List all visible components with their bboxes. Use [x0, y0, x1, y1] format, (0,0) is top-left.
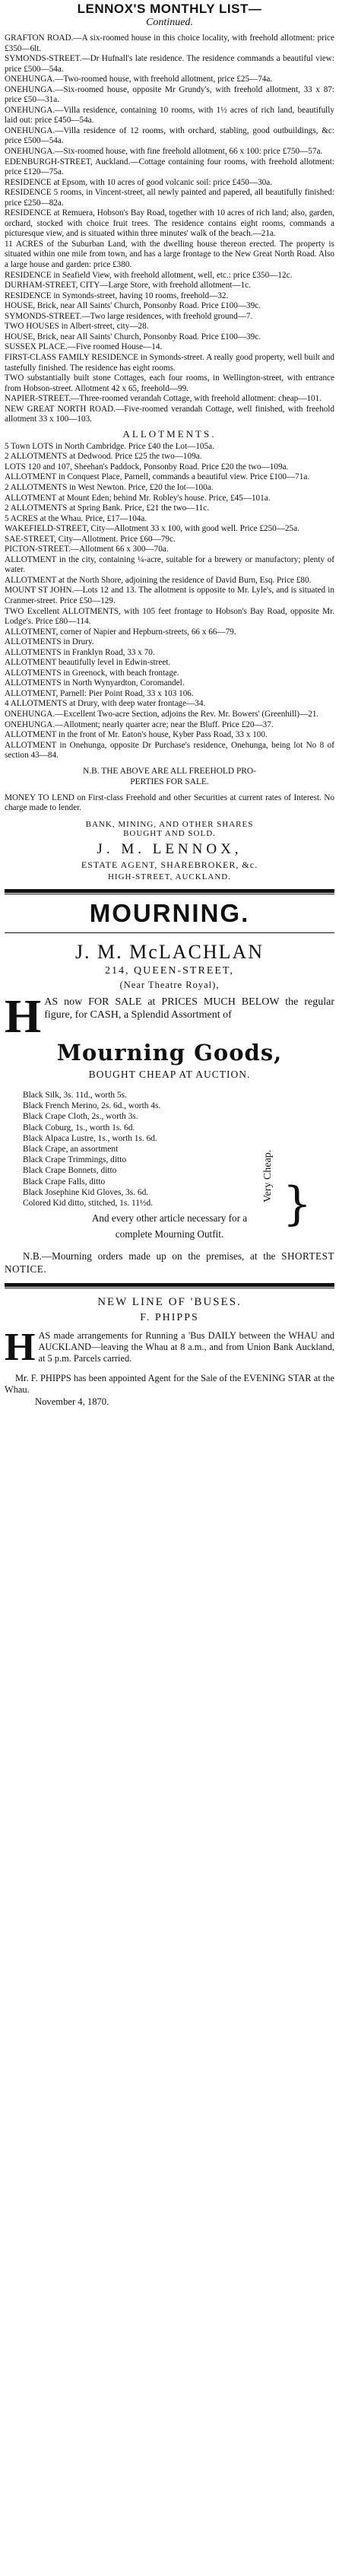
listing-paragraph: 11 ACRES of the Suburban Land, with the dwelling house thereon erected. The property is situated within one mile from town, and has a large frontage to the New Great North Road. Also a large house and garden: price £380.: [5, 239, 334, 270]
listing-paragraph: NAPIER-STREET.—Three-roomed verandah Cottage, with freehold allotment: cheap—101.: [5, 394, 322, 404]
listing-paragraph: RESIDENCE at Epsom, with 10 acres of good volcanic soil: price £450—30a.: [5, 177, 273, 187]
price-item: Black Crape Cloth, 2s., worth 3s.: [23, 1112, 138, 1122]
agent-name: J. M. LENNOX,: [97, 840, 242, 857]
sale-paragraph: [5, 990, 334, 1043]
listing-paragraph: NEW GREAT NORTH ROAD.—Five-roomed verandah Cottage, well finished, with freehold allotment 33 x 100—103.: [5, 404, 334, 424]
allotment-paragraph: ALLOTMENT in the city, containing ¼-acre, suitable for a brewery or manufactory; plenty of water.: [5, 554, 334, 575]
allotment-paragraph: 5 Town LOTS in North Cambridge. Price £40 the Lot—105a.: [5, 441, 214, 451]
freehold-caption: [5, 766, 334, 787]
listing-paragraph: ONEHUNGA.—Six-roomed house, opposite Mr Grundy's, with freehold allotment, 33 x 87: price £50—31a.: [5, 84, 334, 105]
listing-paragraph: DURHAM-STREET, CITY—Large Store, with freehold allotment—1c.: [5, 281, 251, 291]
allotment-paragraph: ONEHUNGA.—Excellent Two-acre Section, adjoins the Rev. Mr. Bowers' (Greenhill)—21.: [5, 710, 319, 719]
divider: [5, 889, 334, 894]
dropcap: H: [5, 990, 42, 1043]
agent-block: [5, 820, 334, 881]
listing-paragraph: ONEHUNGA.—Two-roomed house, with freehold allotment, price £25—74a.: [5, 75, 273, 84]
allotment-paragraph: ONEHUNGA.—Allotment; nearly quarter acre; near the Bluff. Price £20—37.: [5, 719, 274, 729]
allotment-paragraph: MOUNT ST JOHN.—Lots 12 and 13. The allotment is opposite to Mr. Lyle's, and is situated in Cranmer-street. Price £50—129.: [5, 586, 334, 605]
allotment-paragraph: ALLOTMENT in Conquest Place, Parnell, commands a beautiful view. Price £100—71a.: [5, 472, 310, 482]
allotment-paragraph: 2 ALLOTMENTS at Dedwood. Price £25 the two—109a.: [5, 452, 202, 462]
price-item: Black Crape Trimmings, ditto: [23, 1155, 127, 1165]
allotment-paragraph: ALLOTMENTS in North Wynyardton, Coromandel.: [5, 678, 185, 688]
price-item: Black French Merino, 2s. 6d., worth 4s.: [23, 1101, 161, 1111]
listing-paragraph: SYMONDS-STREET.—Dr Hufnall's late residence. The residence commands a beautiful view: price £500—54a.: [5, 54, 334, 74]
listing-paragraph: RESIDENCE at Remuera, Hobson's Bay Road, together with 10 acres of rich land; also, garden, orchard, stocked with choice fruit trees. The residence contains eight rooms, commands a picturesque view, and is situated within three minutes' walk of the beach.—21a.: [5, 208, 334, 239]
allotment-paragraph: PICTON-STREET.—Allotment 66 x 300—70a.: [5, 545, 169, 554]
agent-role: ESTATE AGENT, SHAREBROKER, &c.: [81, 859, 258, 870]
allotments-title: ALLOTMENTS.: [122, 427, 217, 440]
allotment-paragraph: WAKEFIELD-STREET, City—Allotment 33 x 100, with good well. Price £250—25a.: [5, 524, 299, 534]
allotment-paragraph: ALLOTMENT in Onehunga, opposite Dr Purchase's residence, Onehunga, being lot No 8 of section 43—84.: [5, 740, 334, 761]
price-item: Black Crape, an assortment: [23, 1144, 119, 1154]
allotment-paragraph: ALLOTMENT, Parnell: Pier Point Road, 33 x 103 106.: [5, 688, 194, 698]
agent-address: HIGH-STREET, AUCKLAND.: [107, 872, 232, 881]
allotment-paragraphs: [5, 442, 334, 761]
brace-glyph: }: [282, 1177, 312, 1231]
listing-paragraph: ONEHUNGA.—Villa residence, containing 10 rooms, with 1½ acres of rich land, beautifully laid out: price £450—54a.: [5, 105, 334, 125]
price-item: Black Crape Falls, ditto: [23, 1177, 106, 1186]
mourning-heading: MOURNING.: [89, 898, 250, 927]
allotment-paragraph: 4 ALLOTMENTS at Drury, with deep water frontage—34.: [5, 699, 206, 709]
bus-proprietor: F. PHIPPS: [140, 1312, 199, 1324]
caption-line: N.B. THE ABOVE ARE ALL FREEHOLD PRO-: [83, 766, 256, 776]
bus-heading: NEW LINE OF 'BUSES.: [97, 1296, 242, 1309]
nb-shortest-notice: SHORTEST NOTICE.: [5, 1250, 334, 1275]
listing-paragraph: HOUSE, Brick, near All Saints' Church, Ponsonby Road. Price £100—39c.: [5, 301, 261, 311]
bought-cheap: BOUGHT CHEAP AT AUCTION.: [88, 1068, 251, 1080]
money-text: MONEY TO LEND on First-class Freehold and other Securities at current rates of Interest. No charge made to lender.: [5, 792, 334, 813]
price-item: Black Silk, 3s. 11d., worth 5s.: [23, 1090, 127, 1100]
listing-paragraph: SYMONDS-STREET.—Two large residences, with freehold ground—7.: [5, 311, 253, 321]
other-line: And every other article necessary for a: [91, 1212, 248, 1224]
allotment-paragraph: 2 ALLOTMENTS at Spring Bank. Price, £21 the two—11c.: [5, 503, 209, 513]
listing-paragraph: ONEHUNGA.—Villa residence of 12 rooms, with orchard, stabling, good outbuildings, &c: price £500—54a.: [5, 125, 334, 146]
goods-title: Mourning Goods,: [56, 1039, 283, 1066]
allotment-paragraph: SAE-STREET, City—Allotment. Price £60—79c.: [5, 534, 176, 544]
bus-date: November 4, 1870.: [35, 1396, 109, 1408]
allotment-paragraph: ALLOTMENT beautifully level in Edwin-street.: [5, 658, 171, 668]
goods-line: [5, 1040, 334, 1066]
other-line: complete Mourning Outfit.: [115, 1228, 224, 1240]
lennox-listing: [5, 2, 334, 425]
listing-paragraph: EDENBURGH-STREET, Auckland.—Cottage containing four rooms, with freehold allotment: price £120—75a.: [5, 157, 334, 177]
bus-agent-text: Mr. F. PHIPPS has been appointed Agent for the Sale of the EVENING STAR at the Whau.: [5, 1373, 334, 1396]
price-item: Black Coburg, 1s., worth 1s. 6d.: [23, 1123, 135, 1132]
listing-paragraph: TWO substantially built stone Cottages, each four rooms, in Wellington-street, with entrance from Hobson-street. Allotment 42 x 65, freehold—99.: [5, 373, 334, 393]
allotment-paragraph: ALLOTMENTS in Franklyn Road, 33 x 70.: [5, 647, 155, 657]
mourning-ad: [5, 899, 334, 1275]
allotment-paragraph: ALLOTMENTS in Greenock, with beach frontage.: [5, 668, 179, 678]
merchant-address: 214, QUEEN-STREET,: [105, 964, 234, 977]
listing-paragraph: RESIDENCE in Symonds-street, having 10 rooms, freehold—32.: [5, 291, 229, 300]
allotment-paragraph: ALLOTMENT, corner of Napier and Hepburn-streets, 66 x 66—79.: [5, 627, 236, 637]
newspaper-page: [5, 0, 334, 2576]
listing-paragraph: HOUSE, Brick, near All Saints' Church, Ponsonby Road. Price £100—39c.: [5, 332, 261, 341]
sale-text: AS now FOR SALE at PRICES MUCH BELOW the regular figure, for CASH, a Splendid Assortment of: [44, 996, 334, 1021]
listing-paragraph: SUSSEX PLACE.—Five roomed House—14.: [5, 342, 163, 352]
allotment-paragraph: 2 ALLOTMENTS in West Newton. Price, £20 the lot—100a.: [5, 482, 214, 492]
bank-line: BOUGHT AND SOLD.: [123, 828, 216, 838]
divider: [5, 1283, 334, 1288]
bank-line: BANK, MINING, AND OTHER SHARES: [85, 819, 254, 829]
listing-paragraph: RESIDENCE 5 rooms, in Vincent-street, all newly painted and papered, all beautifully finished: price £250—82a.: [5, 188, 334, 208]
merchant-near: (Near Theatre Royal),: [119, 979, 220, 990]
price-item: Black Josephine Kid Gloves, 3s. 6d.: [23, 1187, 149, 1197]
price-item: Black Alpaca Lustre, 1s., worth 1s. 6d.: [23, 1133, 157, 1143]
mourning-nb: [5, 1250, 334, 1275]
allotment-paragraph: ALLOTMENT at Mount Eden; behind Mr. Robley's house. Price, £45—101a.: [5, 493, 271, 503]
listing-paragraph: RESIDENCE in Seafield View, with freehold allotment, well, etc.: price £350—12c.: [5, 270, 293, 280]
listing-subtitle: Continued.: [146, 17, 193, 28]
price-item: Colored Kid ditto, stitched, 1s. 11½d.: [23, 1198, 154, 1208]
allotment-paragraph: ALLOTMENTS in Drury.: [5, 637, 94, 647]
listing-title: LENNOX'S MONTHLY LIST—: [77, 2, 262, 16]
allotment-paragraph: ALLOTMENT at the North Shore, adjoining the residence of David Burn, Esq. Price £80.: [5, 575, 312, 585]
allotment-paragraph: TWO Excellent ALLOTMENTS, with 105 feet frontage to Hobson's Bay Road, opposite Mr. Lodge's. Price £80—114.: [5, 606, 334, 627]
listing-paragraph: FIRST-CLASS FAMILY RESIDENCE in Symonds-street. A really good property, well built and tastefully finished. The residence has eight rooms.: [5, 352, 334, 373]
price-item: Black Crape Bonnets, ditto: [23, 1166, 117, 1176]
bus-text: AS made arrangements for Running a 'Bus DAILY between the WHAU and AUCKLAND—leaving the Whau at 8 a.m., and from Union Bank Auckland, at 5 p.m. Parcels carried.: [38, 1330, 334, 1364]
allotment-paragraph: LOTS 120 and 107, Sheehan's Paddock, Ponsonby Road. Price £20 the two—109a.: [5, 462, 289, 472]
nb-text: N.B.—Mourning orders made up on the premises, at the: [23, 1250, 276, 1263]
listing-paragraphs: [5, 33, 334, 425]
allotment-paragraph: ALLOTMENT in the front of Mr. Eaton's house, Kyber Pass Road, 33 x 100.: [5, 730, 268, 740]
money-to-lend: [5, 793, 334, 814]
allotment-paragraph: 5 ACRES at the Whau. Price, £17—104a.: [5, 513, 147, 523]
caption-line: PERTIES FOR SALE.: [130, 777, 209, 786]
listing-paragraph: GRAFTON ROAD.—A six-roomed house in this choice locality, with freehold allotment: price £350—6lt.: [5, 33, 334, 53]
bus-paragraph: [5, 1326, 334, 1370]
dropcap: H: [5, 1326, 36, 1370]
merchant-name: J. M. McLACHLAN: [74, 940, 265, 963]
bus-ad: [5, 1296, 334, 1408]
divider: [5, 932, 334, 933]
sale-body: [44, 996, 334, 1038]
listing-paragraph: TWO HOUSES in Albert-street, city—28.: [5, 322, 149, 332]
listing-paragraph: ONEHUNGA.—Six-roomed house, with fine freehold allotment, 66 x 100: price £750—57a.: [5, 147, 323, 157]
very-cheap-label: Very Cheap.: [261, 1149, 274, 1202]
